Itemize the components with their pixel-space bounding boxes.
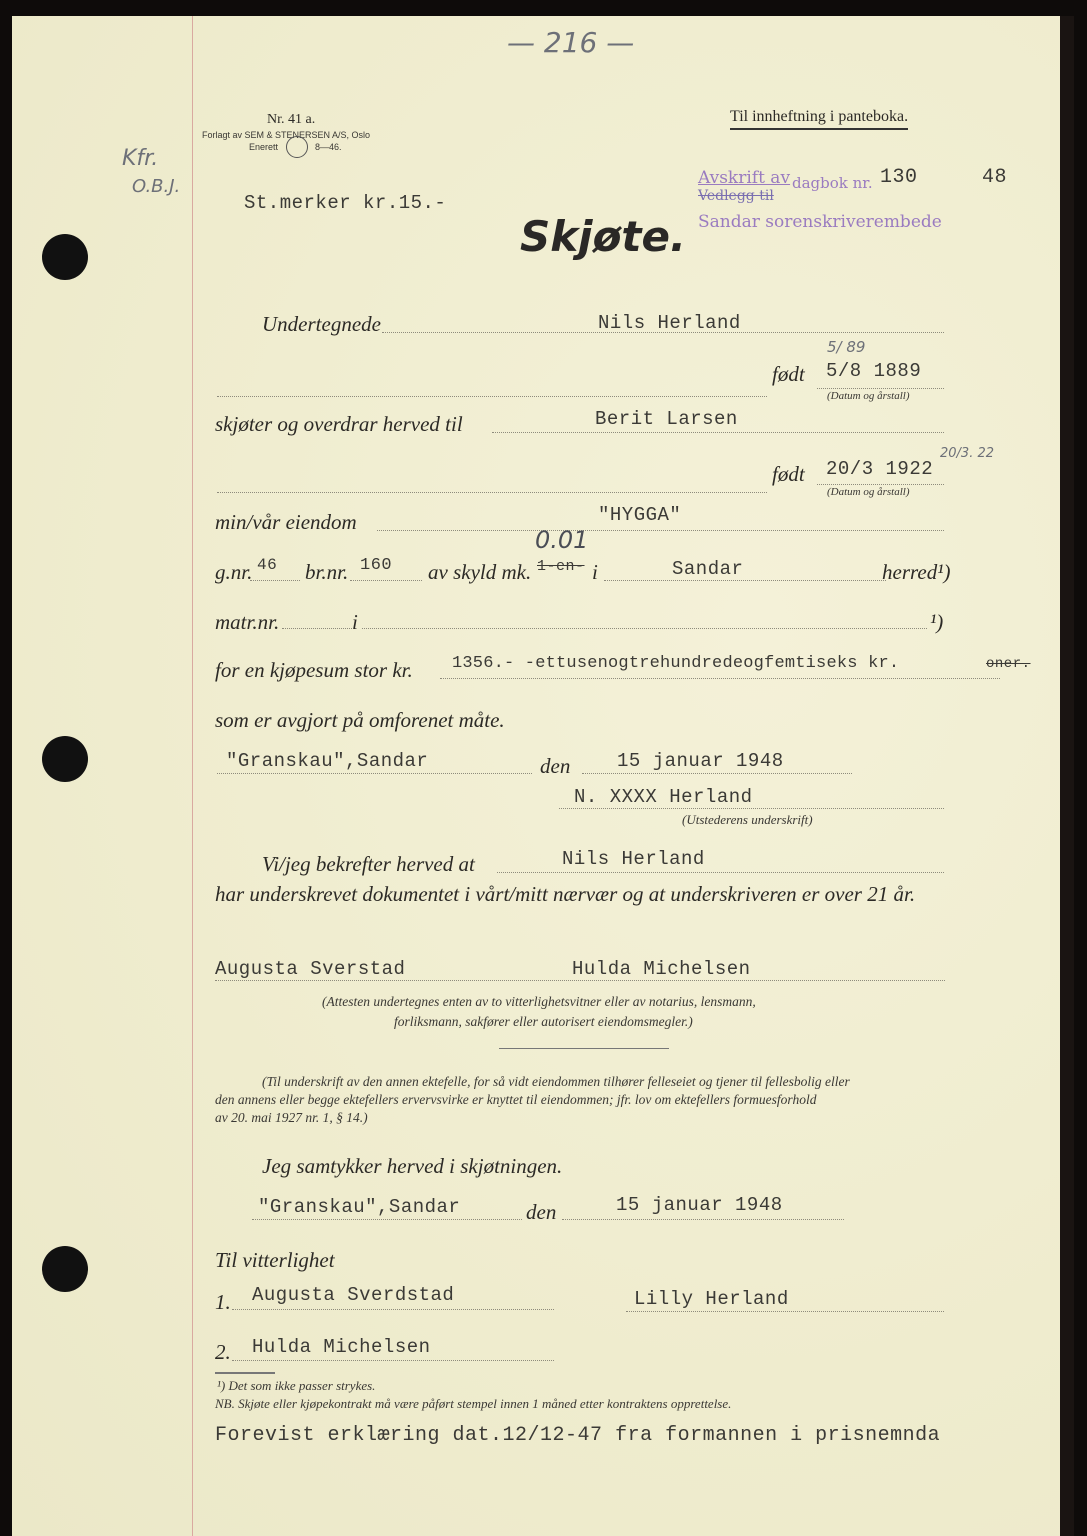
spouse-witness-1[interactable]: Augusta Sverdstad (252, 1284, 455, 1306)
stamp-line1: Avskrift av (698, 168, 791, 188)
buyer-born-note: 20/3. 22 (940, 446, 994, 461)
form-exclusive: Enerett (249, 142, 279, 152)
dotted-line (497, 872, 944, 873)
dotted-line (582, 773, 852, 774)
spouse-note-1: (Til underskrift av den annen ektefelle, for så vidt eiendommen tilhører felleseiet og tjener til fellesbolig eller (262, 1074, 850, 1089)
attest-line2: har underskrevet dokumentet i vårt/mitt nærvær og at underskriveren er over 21 år. (215, 882, 916, 906)
skyld-label: av skyld mk. (428, 560, 532, 584)
stamp-fee: St.merker kr.15.- (244, 192, 447, 214)
undertegnede-label: Undertegnede (262, 312, 381, 336)
dotted-line (217, 396, 767, 397)
dotted-line (817, 388, 944, 389)
dotted-line (250, 580, 300, 581)
place[interactable]: "Granskau",Sandar (226, 750, 429, 772)
spouse-den-label: den (526, 1200, 557, 1224)
spouse-note-3: av 20. mai 1927 nr. 1, § 14.) (215, 1110, 368, 1125)
witness1-num: 1. (215, 1290, 231, 1314)
seller-born-note: 5/ 89 (827, 338, 866, 356)
document-page (12, 16, 1074, 1536)
dotted-line (232, 1309, 554, 1310)
herred-i-label: i (592, 560, 598, 584)
witness-2[interactable]: Hulda Michelsen (572, 958, 751, 980)
spouse-place[interactable]: "Granskau",Sandar (258, 1196, 461, 1218)
skyld-struck: 1-en- (537, 558, 585, 575)
dagbok-year: 48 (982, 166, 1008, 189)
matr-note: ¹) (930, 610, 944, 634)
spouse-date[interactable]: 15 januar 1948 (616, 1194, 783, 1216)
consent-text: Jeg samtykker herved i skjøtningen. (262, 1154, 563, 1178)
kjopesum-label: for en kjøpesum stor kr. (215, 658, 413, 682)
stamp-office: Sandar sorenskriverembede (698, 212, 942, 232)
dotted-line (217, 773, 532, 774)
skjoter-label: skjøter og overdrar herved til (215, 412, 463, 436)
attest-note-1: (Attesten undertegnes enten av to vitterlighetsvitner eller av notarius, lensmann, (322, 994, 756, 1009)
datum-hint: (Datum og årstall) (827, 390, 910, 402)
gnr-value[interactable]: 46 (257, 556, 278, 574)
fodt-label: født (772, 362, 805, 386)
seller-name[interactable]: Nils Herland (598, 312, 741, 334)
dotted-line (350, 580, 422, 581)
dotted-line (626, 1311, 944, 1312)
dotted-line (362, 628, 927, 629)
eiendom-label: min/vår eiendom (215, 510, 357, 534)
herred-label: herred¹) (882, 560, 951, 584)
dotted-line (232, 1360, 554, 1361)
dagbok-number: 130 (880, 166, 918, 189)
date[interactable]: 15 januar 1948 (617, 750, 784, 772)
issuer-hint: (Utstederens underskrift) (682, 812, 813, 827)
margin-note-line1: Kfr. (122, 146, 159, 171)
form-publisher: Forlagt av SEM & STENERSEN A/S, Oslo (202, 130, 371, 140)
dotted-line (604, 580, 886, 581)
brnr-label: br.nr. (305, 560, 349, 584)
dotted-line (559, 808, 944, 809)
fodt-label-2: født (772, 462, 805, 486)
spouse-note-2: den annens eller begge ektefellers ervervsvirke er knyttet til eiendommen; jfr. lov om ektefellers formuesforhold (215, 1092, 817, 1107)
divider (499, 1048, 669, 1049)
skyld-value[interactable]: 0.01 (535, 526, 589, 554)
dotted-line (252, 1219, 522, 1220)
brnr-value[interactable]: 160 (360, 556, 393, 575)
dotted-line (282, 628, 352, 629)
punch-hole-icon (42, 1246, 88, 1292)
avgjort-text: som er avgjort på omforenet måte. (215, 708, 505, 732)
dotted-line (377, 530, 944, 531)
punch-hole-icon (42, 736, 88, 782)
publisher-logo-icon (286, 136, 308, 158)
dotted-line (817, 484, 944, 485)
footnote-1: ¹) Det som ikke passer strykes. (217, 1378, 376, 1393)
stamp-dagbok-label: dagbok nr. (792, 174, 873, 192)
form-edition: 8—46. (315, 142, 342, 152)
dotted-line (217, 492, 767, 493)
dotted-line (215, 980, 945, 981)
matr-label: matr.nr. (215, 610, 280, 634)
witness2-num: 2. (215, 1340, 231, 1364)
footnote-divider (215, 1372, 275, 1374)
purchase-amount[interactable]: 1356.- -ettusenogtrehundredeogfemtiseks kr. (452, 654, 900, 673)
til-vitterlighet: Til vitterlighet (215, 1248, 335, 1272)
stamp-struck: Vedlegg til (698, 188, 774, 204)
datum-hint-2: (Datum og årstall) (827, 486, 910, 498)
seller-born[interactable]: 5/8 1889 (826, 360, 922, 382)
dotted-line (492, 432, 944, 433)
attest-note-2: forliksmann, sakfører eller autorisert eiendomsmegler.) (394, 1014, 693, 1029)
attest-name[interactable]: Nils Herland (562, 848, 705, 870)
den-label: den (540, 754, 571, 778)
header-right: Til innheftning i panteboka. (730, 108, 908, 130)
punch-hole-icon (42, 234, 88, 280)
margin-line (192, 16, 193, 1536)
buyer-name[interactable]: Berit Larsen (595, 408, 738, 430)
witness-1[interactable]: Augusta Sverstad (215, 958, 406, 980)
margin-note-line2: O.B.J. (132, 176, 181, 197)
buyer-born[interactable]: 20/3 1922 (826, 458, 934, 480)
spouse-signature[interactable]: Lilly Herland (634, 1288, 789, 1310)
issuer-signature[interactable]: N. XXXX Herland (574, 786, 753, 808)
footnote-nb: NB. Skjøte eller kjøpekontrakt må være påført stempel innen 1 måned etter kontraktens opprettelse. (215, 1396, 732, 1411)
closing-note: Forevist erklæring dat.12/12-47 fra formannen i prisnemnda (215, 1424, 941, 1447)
dotted-line (440, 678, 1000, 679)
attest-label: Vi/jeg bekrefter herved at (262, 852, 475, 876)
gnr-label: g.nr. (215, 560, 253, 584)
herred-value[interactable]: Sandar (672, 558, 744, 580)
spouse-witness-2[interactable]: Hulda Michelsen (252, 1336, 431, 1358)
property-name[interactable]: "HYGGA" (598, 504, 682, 526)
page-number: — 216 — (507, 26, 635, 59)
form-number: Nr. 41 a. (267, 112, 316, 127)
purchase-struck: oner. (986, 656, 1031, 672)
page-edge (1060, 16, 1074, 1536)
document-title: Skjøte. (520, 212, 686, 261)
matr-i-label: i (352, 610, 358, 634)
dotted-line (562, 1219, 844, 1220)
